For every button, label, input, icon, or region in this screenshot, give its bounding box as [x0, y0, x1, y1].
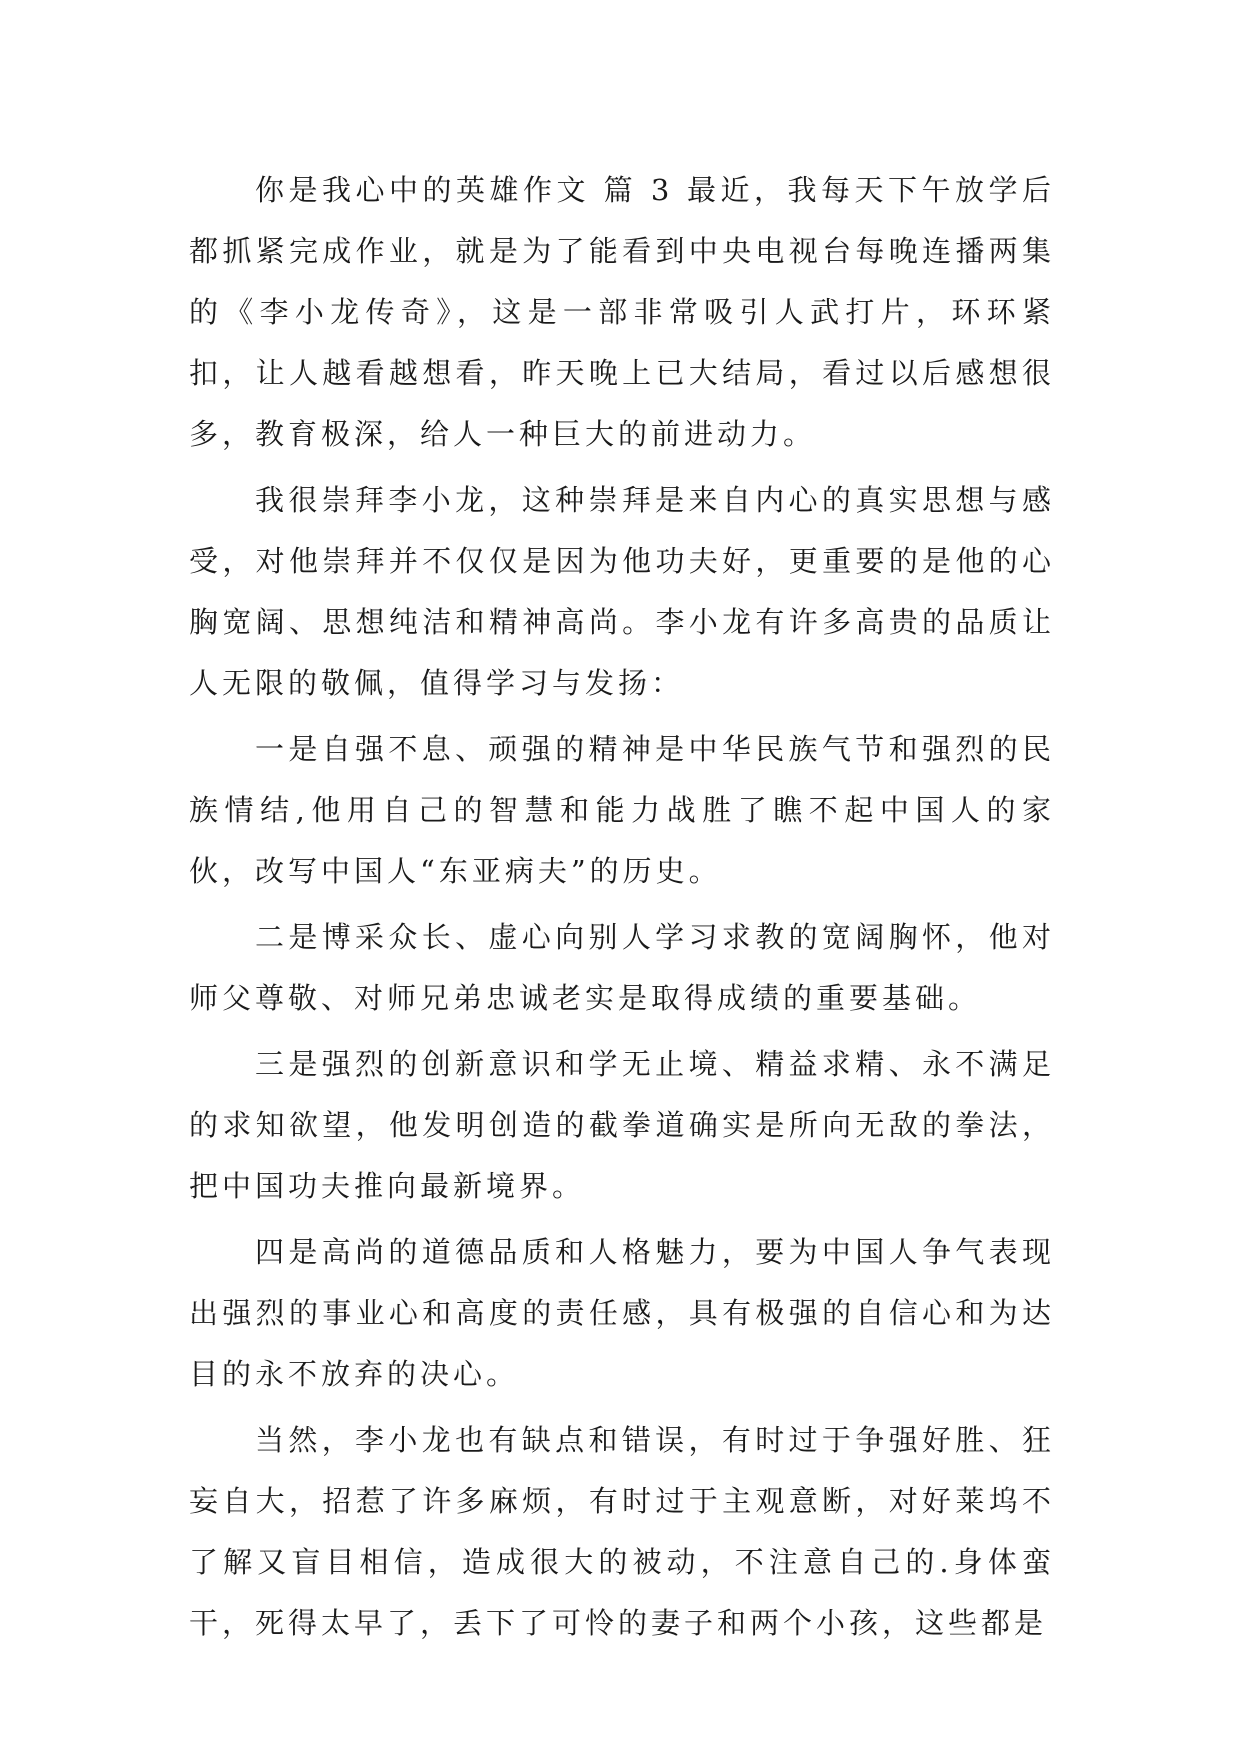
- paragraph-point-three: 三是强烈的创新意识和学无止境、精益求精、永不满足的求知欲望，他发明创造的截拳道确实是所向无敌的拳法，把中国功夫推向最新境界。: [189, 1047, 1055, 1203]
- paragraph-admiration: 我很崇拜李小龙，这种崇拜是来自内心的真实思想与感受，对他崇拜并不仅仅是因为他功夫好，更重要的是他的心胸宽阔、思想纯洁和精神高尚。李小龙有许多高贵的品质让人无限的敬佩，值得学习与发扬：: [189, 483, 1055, 700]
- paragraph-point-two: 二是博采众长、虚心向别人学习求教的宽阔胸怀，他对师父尊敬、对师兄弟忠诚老实是取得成绩的重要基础。: [189, 920, 1055, 1015]
- paragraph-point-four: 四是高尚的道德品质和人格魅力，要为中国人争气表现出强烈的事业心和高度的责任感，具有极强的自信心和为达目的永不放弃的决心。: [189, 1235, 1055, 1391]
- paragraph-shortcomings: 当然，李小龙也有缺点和错误，有时过于争强好胜、狂妄自大，招惹了许多麻烦，有时过于主观意断，对好莱坞不了解又盲目相信，造成很大的被动，不注意自己的.身体蛮干，死得太早了，丢下了可怜的妻子和两个小孩，这些都是: [189, 1423, 1055, 1640]
- paragraph-point-one: 一是自强不息、顽强的精神是中华民族气节和强烈的民族情结,他用自己的智慧和能力战胜了瞧不起中国人的家伙，改写中国人“东亚病夫”的历史。: [189, 732, 1055, 888]
- paragraph-intro: 你是我心中的英雄作文 篇 3 最近，我每天下午放学后都抓紧完成作业，就是为了能看到中央电视台每晚连播两集的《李小龙传奇》，这是一部非常吸引人武打片，环环紧扣，让人越看越想看，昨天晚上已大结局，看过以后感想很多，教育极深，给人一种巨大的前进动力。: [189, 173, 1055, 451]
- article-body: [189, 160, 1055, 1659]
